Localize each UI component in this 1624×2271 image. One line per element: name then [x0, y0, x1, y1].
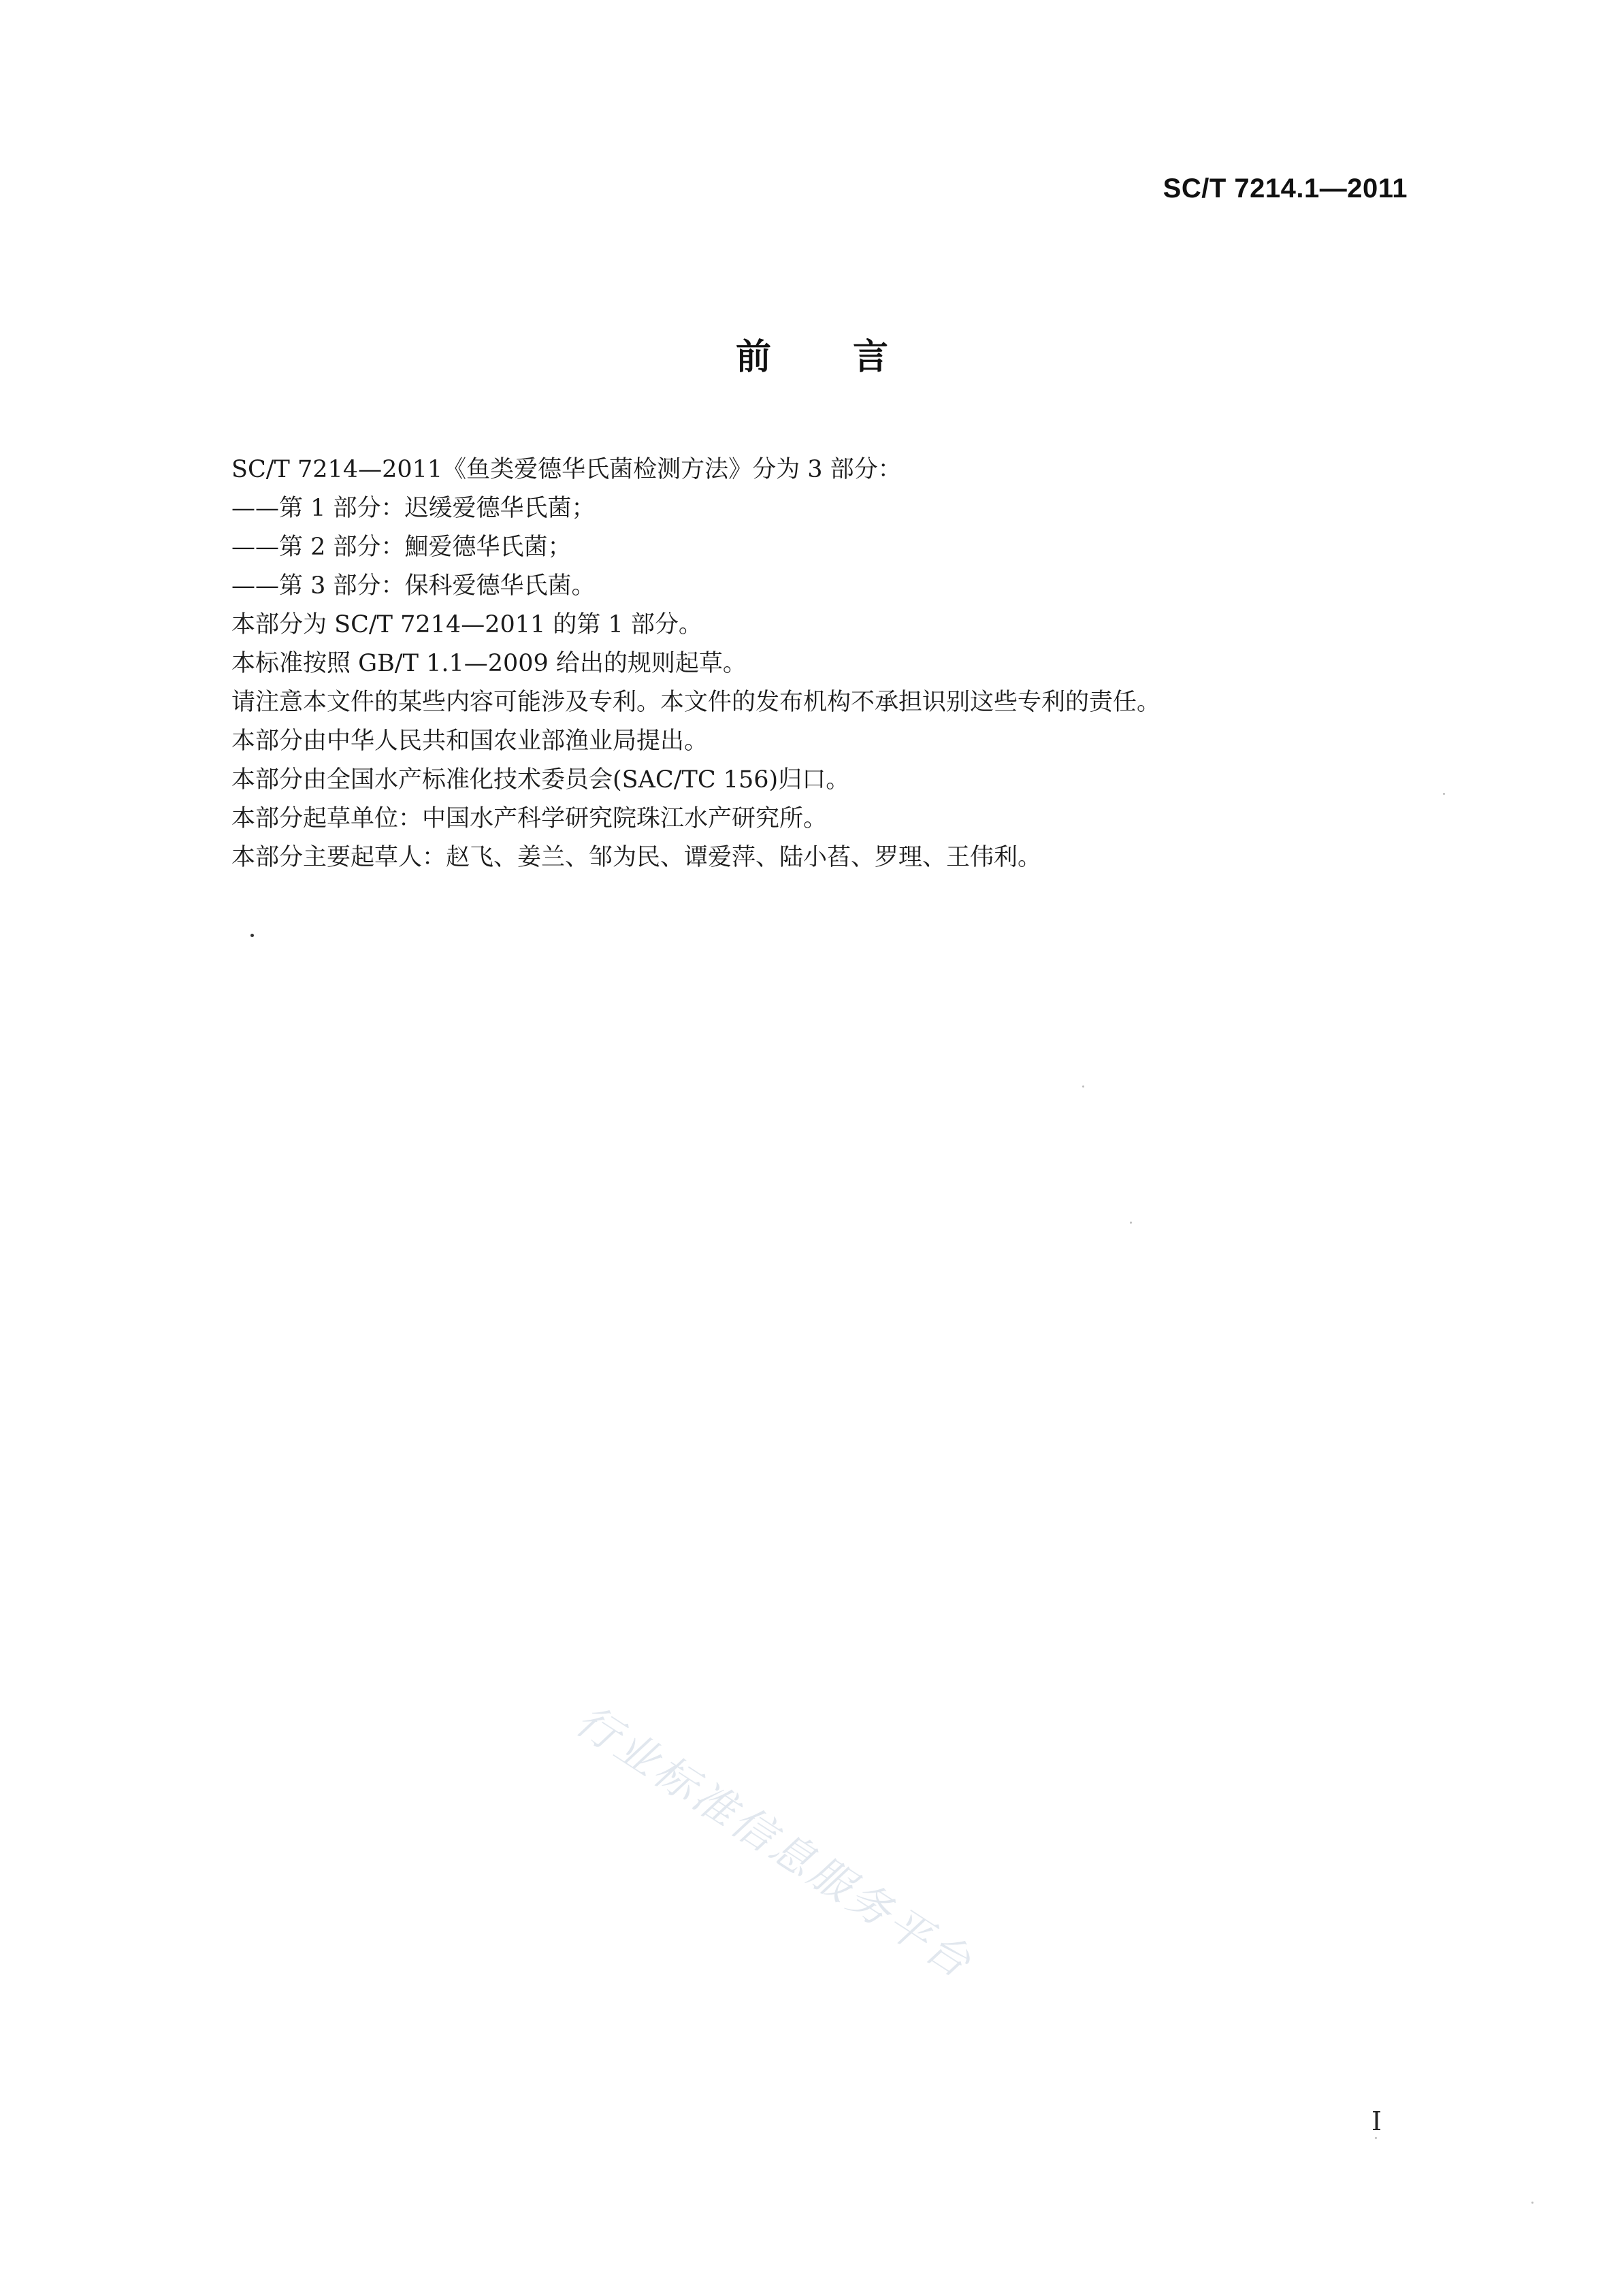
paragraph-structure-intro: SC/T 7214—2011《鱼类爱德华氏菌检测方法》分为 3 部分：	[231, 456, 902, 483]
paragraph-patent-notice: 请注意本文件的某些内容可能涉及专利。本文件的发布机构不承担识别这些专利的责任。	[231, 689, 1161, 716]
scan-speck	[1531, 2202, 1533, 2204]
page-title: 前言	[735, 337, 970, 378]
list-item-part-3: ——第 3 部分：保科爱德华氏菌。	[231, 572, 596, 600]
paragraph-committee: 本部分由全国水产标准化技术委员会(SAC/TC 156)归口。	[231, 766, 850, 794]
watermark: 行业标准信息服务平台	[567, 1695, 983, 1989]
paragraph-this-part: 本部分为 SC/T 7214—2011 的第 1 部分。	[231, 611, 702, 638]
scan-speck	[1375, 2137, 1377, 2139]
foreword-body	[231, 451, 1429, 877]
paragraph-proposer: 本部分由中华人民共和国农业部渔业局提出。	[231, 728, 709, 755]
list-item-part-2: ——第 2 部分：鮰爱德华氏菌；	[231, 534, 572, 561]
scan-speck	[1082, 1085, 1084, 1088]
stray-dot	[250, 934, 254, 937]
standard-code: SC/T 7214.1—2011	[1163, 174, 1408, 203]
paragraph-drafting-unit: 本部分起草单位：中国水产科学研究院珠江水产研究所。	[231, 805, 828, 832]
scan-speck	[1443, 793, 1445, 795]
scan-speck	[1130, 1222, 1132, 1224]
list-item-part-1: ——第 1 部分：迟缓爱德华氏菌；	[231, 495, 596, 522]
paragraph-drafters: 本部分主要起草人：赵飞、姜兰、邹为民、谭爱萍、陆小萏、罗理、王伟利。	[231, 844, 1042, 871]
page-number: I	[1371, 2106, 1382, 2136]
paragraph-drafting-rules: 本标准按照 GB/T 1.1—2009 给出的规则起草。	[231, 650, 747, 677]
